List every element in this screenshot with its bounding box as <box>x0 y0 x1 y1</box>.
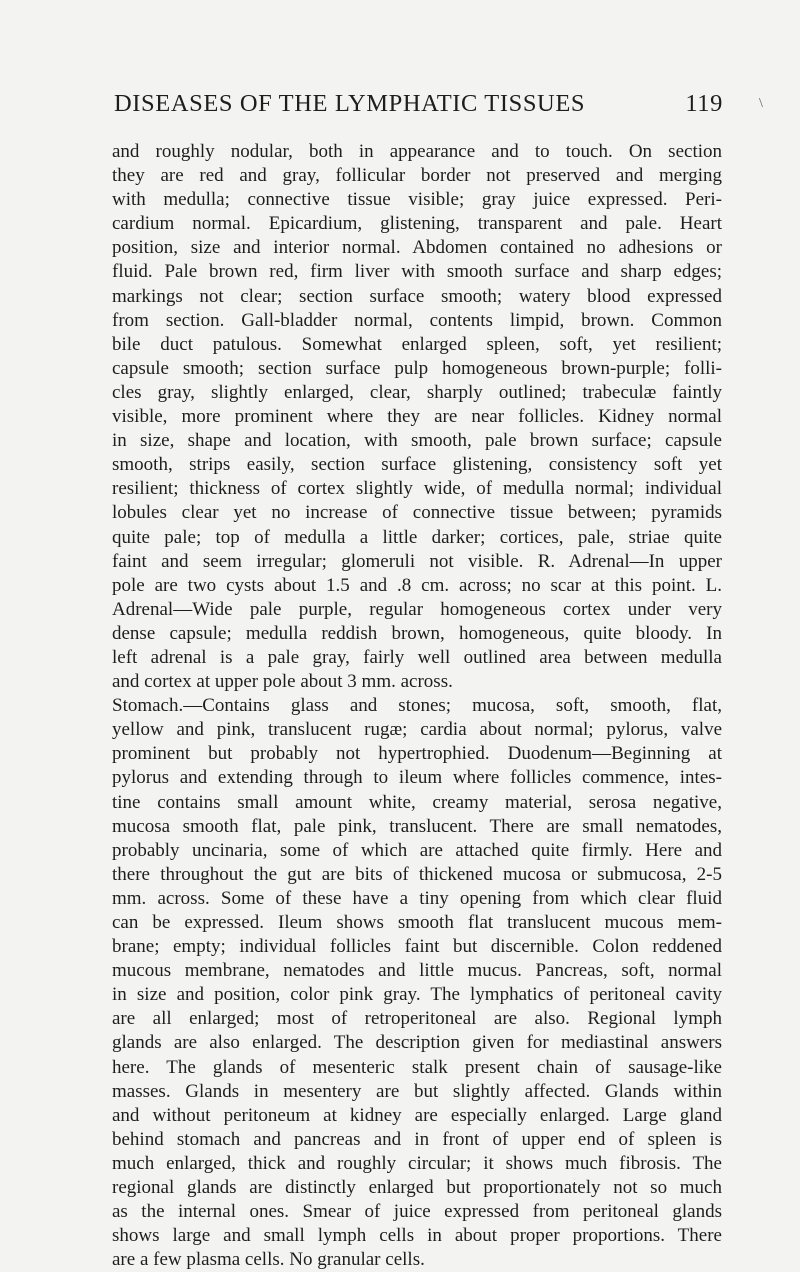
text-line: tine contains small amount white, creamy material, serosa negative, <box>112 791 722 813</box>
corner-mark: \ <box>759 96 763 111</box>
text-line: regional glands are distinctly enlarged but proportionately not so much <box>112 1177 722 1199</box>
text-line: shows large and small lymph cells in about proper proportions. There <box>112 1225 722 1247</box>
body-paragraph <box>112 140 722 1272</box>
text-line: and cortex at upper pole about 3 mm. across. <box>112 671 453 693</box>
text-line: glands are also enlarged. The description given for mediastinal answers <box>112 1032 722 1054</box>
text-line: dense capsule; medulla reddish brown, homogeneous, quite bloody. In <box>112 622 722 644</box>
text-line: visible, more prominent where they are near follicles. Kidney normal <box>112 406 722 428</box>
text-line: here. The glands of mesenteric stalk present chain of sausage-like <box>112 1056 722 1078</box>
text-line: left adrenal is a pale gray, fairly well outlined area between medulla <box>112 646 722 668</box>
text-line: in size, shape and location, with smooth, pale brown surface; capsule <box>112 430 722 452</box>
text-line: Stomach.—Contains glass and stones; mucosa, soft, smooth, flat, <box>112 695 722 717</box>
text-line: behind stomach and pancreas and in front of upper end of spleen is <box>112 1128 722 1150</box>
text-line: much enlarged, thick and roughly circular; it shows much fibrosis. The <box>112 1152 722 1174</box>
text-line: mucous membrane, nematodes and little mucus. Pancreas, soft, normal <box>112 960 722 982</box>
text-line: capsule smooth; section surface pulp homogeneous brown-purple; folli- <box>112 357 722 379</box>
text-line: and without peritoneum at kidney are especially enlarged. Large gland <box>112 1104 722 1126</box>
text-line: position, size and interior normal. Abdomen contained no adhesions or <box>112 237 722 259</box>
text-line: masses. Glands in mesentery are but slightly affected. Glands within <box>112 1080 722 1102</box>
text-line: yellow and pink, translucent rugæ; cardia about normal; pylorus, valve <box>112 719 722 741</box>
text-line: and roughly nodular, both in appearance and to touch. On section <box>112 141 722 162</box>
text-line: resilient; thickness of cortex slightly wide, of medulla normal; individual <box>112 478 722 500</box>
text-line: are a few plasma cells. No granular cells. <box>112 1249 425 1271</box>
text-line: prominent but probably not hypertrophied. Duodenum—Beginning at <box>112 743 722 765</box>
text-line: as the internal ones. Smear of juice expressed from peritoneal glands <box>112 1201 722 1223</box>
text-line: quite pale; top of medulla a little darker; cortices, pale, striae quite <box>112 526 722 548</box>
text-line: mucosa smooth flat, pale pink, translucent. There are small nematodes, <box>112 815 722 837</box>
text-line: are all enlarged; most of retroperitoneal are also. Regional lymph <box>112 1008 722 1030</box>
text-line: with medulla; connective tissue visible; gray juice expressed. Peri- <box>112 189 722 211</box>
text-line: markings not clear; section surface smooth; watery blood expressed <box>112 285 722 307</box>
running-head <box>108 88 723 120</box>
text-line: lobules clear yet no increase of connective tissue between; pyramids <box>112 502 722 524</box>
text-line: they are red and gray, follicular border not preserved and merging <box>112 165 722 187</box>
text-line: cardium normal. Epicardium, glistening, transparent and pale. Heart <box>112 213 722 235</box>
text-line: cles gray, slightly enlarged, clear, sharply outlined; trabeculæ faintly <box>112 381 722 403</box>
text-line: mm. across. Some of these have a tiny opening from which clear fluid <box>112 887 722 909</box>
text-line: fluid. Pale brown red, firm liver with smooth surface and sharp edges; <box>112 261 722 283</box>
text-line: pylorus and extending through to ileum where follicles commence, intes- <box>112 767 722 789</box>
text-line: probably uncinaria, some of which are attached quite firmly. Here and <box>112 839 722 861</box>
text-line: faint and seem irregular; glomeruli not visible. R. Adrenal—In upper <box>112 550 722 572</box>
page-number: 119 <box>685 90 723 117</box>
text-line: smooth, strips easily, section surface glistening, consistency soft yet <box>112 454 722 476</box>
chapter-title: DISEASES OF THE LYMPHATIC TISSUES <box>114 90 586 117</box>
text-line: brane; empty; individual follicles faint but discernible. Colon reddened <box>112 936 722 958</box>
text-line: pole are two cysts about 1.5 and .8 cm. across; no scar at this point. L. <box>112 574 722 596</box>
text-line: can be expressed. Ileum shows smooth flat translucent mucous mem- <box>112 912 722 933</box>
text-line: Adrenal—Wide pale purple, regular homogeneous cortex under very <box>112 598 722 620</box>
text-line: in size and position, color pink gray. The lymphatics of peritoneal cavity <box>112 984 722 1006</box>
text-line: bile duct patulous. Somewhat enlarged spleen, soft, yet resilient; <box>112 333 722 355</box>
text-line: there throughout the gut are bits of thickened mucosa or submucosa, 2-5 <box>112 863 722 885</box>
text-line: from section. Gall-bladder normal, contents limpid, brown. Common <box>112 309 722 331</box>
